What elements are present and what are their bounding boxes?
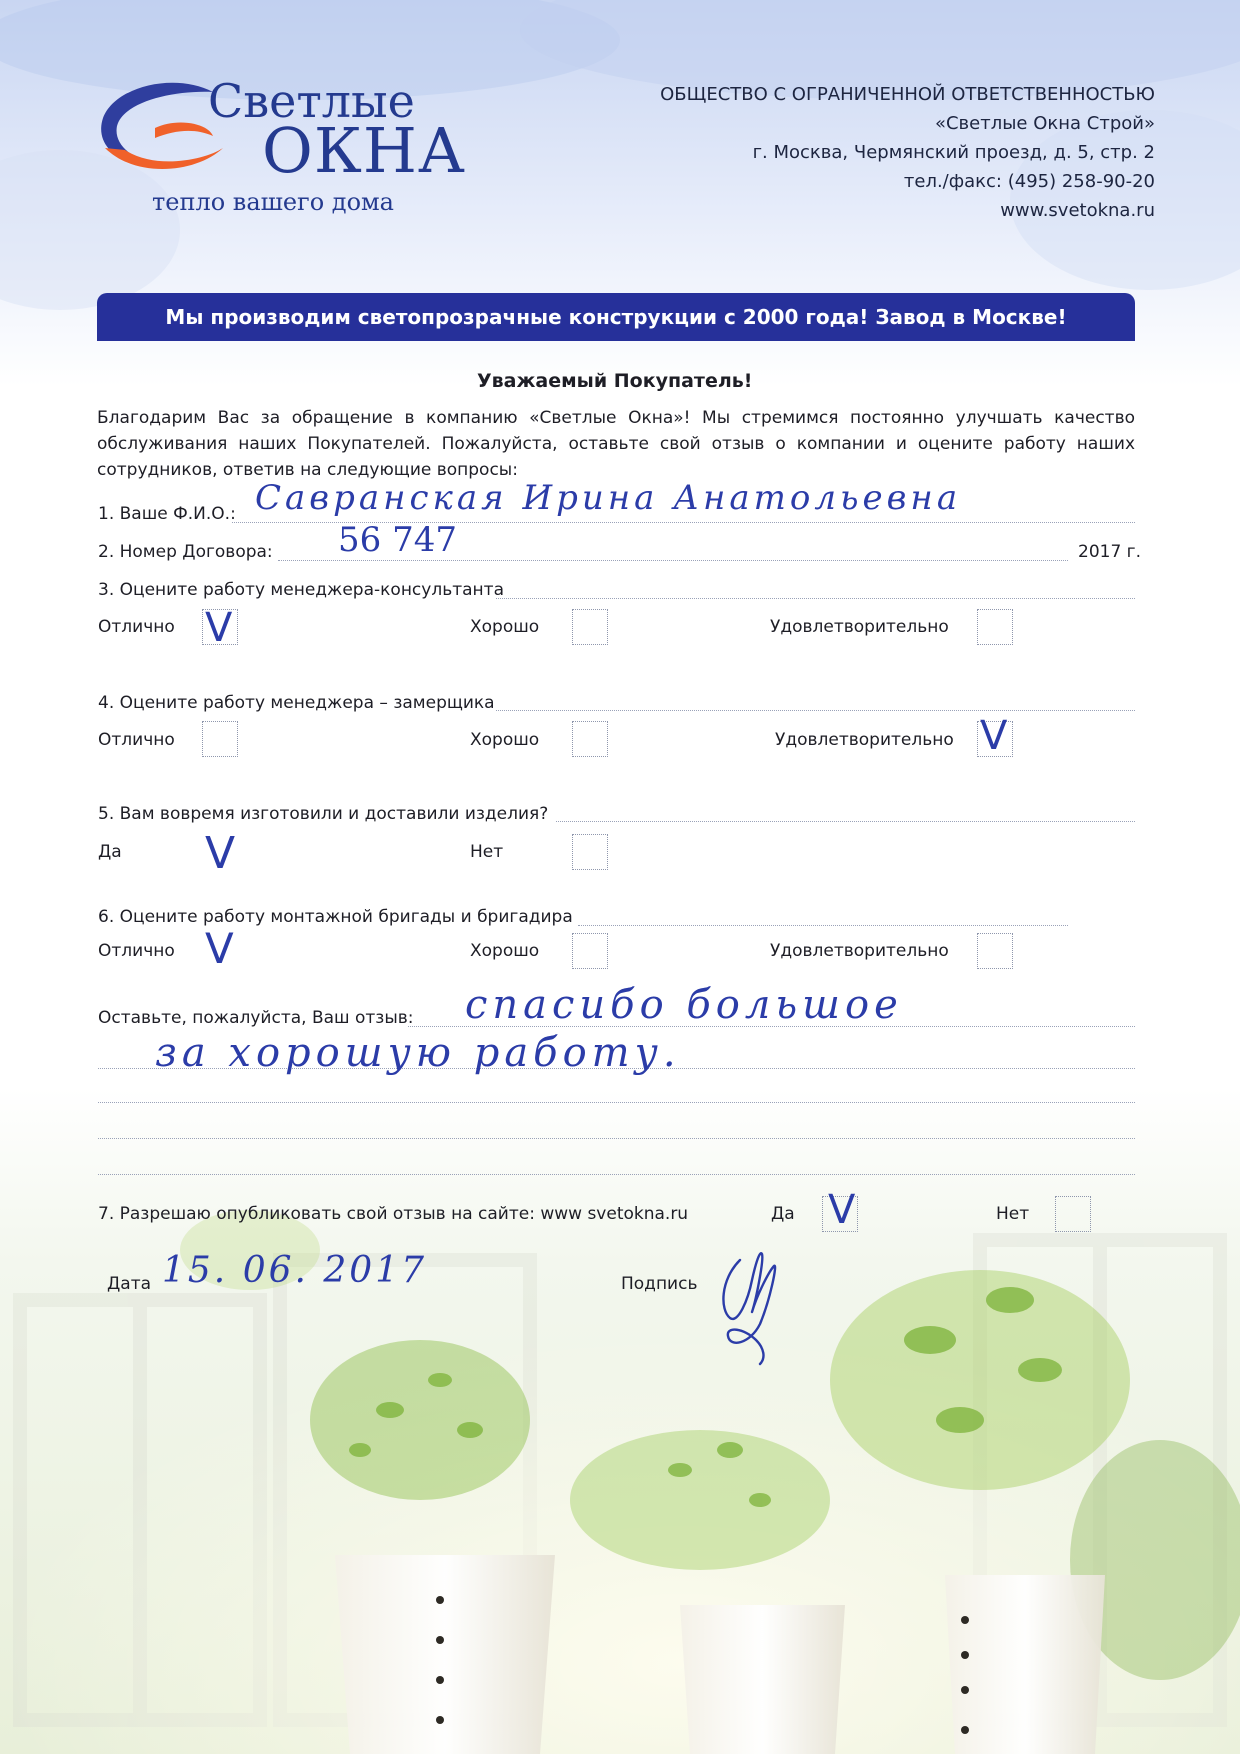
q5-no-checkbox[interactable] [572,834,608,870]
q7-option-no: Нет [996,1204,1030,1224]
q7-no-checkbox[interactable] [1055,1196,1091,1232]
q3-option-good: Хорошо [470,617,540,637]
review-line-3 [98,1102,1135,1103]
company-line3: г. Москва, Чермянский проезд, д. 5, стр. 2 [752,142,1155,163]
q5-yes-checkmark-icon: V [205,828,236,879]
q6-option-satisfactory: Удовлетворительно [770,941,949,961]
company-line2: «Светлые Окна Строй» [934,113,1155,134]
q6-option-excellent: Отлично [98,941,175,961]
q6-excellent-checkmark-icon: V [205,924,234,973]
q6-label: 6. Оцените работу монтажной бригады и бригадира [98,907,573,927]
signature-mark[interactable] [700,1240,790,1370]
logo-line1: Светлые [208,74,415,128]
q3-satisfactory-checkbox[interactable] [977,609,1013,645]
q7-option-yes: Да [771,1204,795,1224]
q6-good-checkbox[interactable] [572,933,608,969]
company-line4: тел./факс: (495) 258-90-20 [903,171,1155,192]
q5-option-no: Нет [470,842,504,862]
q2-answer[interactable]: 56 747 [338,520,457,560]
logo-tagline: тепло вашего дома [152,188,394,216]
q4-excellent-checkbox[interactable] [202,721,238,757]
q7-label: 7. Разрешаю опубликовать свой отзыв на сайте: www svetokna.ru [98,1204,689,1224]
company-line1: ОБЩЕСТВО С ОГРАНИЧЕННОЙ ОТВЕТСТВЕННОСТЬЮ [660,84,1155,105]
banner-text: Мы производим светопрозрачные конструкции с 2000 года! Завод в Москве! [165,305,1067,329]
q4-satisfactory-checkmark-icon: V [980,713,1008,759]
review-label: Оставьте, пожалуйста, Ваш отзыв: [98,1008,414,1028]
q3-good-checkbox[interactable] [572,609,608,645]
review-line-4 [98,1138,1135,1139]
company-header [660,80,1155,225]
q3-option-satisfactory: Удовлетворительно [770,617,949,637]
q2-year: 2017 г. [1078,542,1142,562]
q6-option-good: Хорошо [470,941,540,961]
q4-underline [496,710,1135,711]
greeting: Уважаемый Покупатель! [477,370,753,392]
q4-option-good: Хорошо [470,730,540,750]
q6-satisfactory-checkbox[interactable] [977,933,1013,969]
review-line-5 [98,1174,1135,1175]
slogan-banner [97,293,1135,341]
date-value[interactable]: 15. 06. 2017 [162,1250,428,1291]
q5-label: 5. Вам вовремя изготовили и доставили изделия? [98,804,549,824]
company-line5: www.svetokna.ru [1000,200,1155,221]
q3-option-excellent: Отлично [98,617,175,637]
q2-underline [278,560,1068,561]
q4-good-checkbox[interactable] [572,721,608,757]
q1-answer[interactable]: Савранская Ирина Анатольевна [255,478,962,518]
q4-option-excellent: Отлично [98,730,175,750]
signature-label: Подпись [621,1274,698,1294]
review-answer-line2[interactable]: за хорошую работу. [155,1030,681,1076]
q7-yes-checkmark-icon: V [828,1187,856,1233]
q2-label: 2. Номер Договора: [98,542,273,562]
logo-line2: ОКНА [262,114,466,187]
q4-label: 4. Оцените работу менеджера – замерщика [98,693,495,713]
q3-excellent-checkmark-icon: V [205,605,233,651]
q3-label: 3. Оцените работу менеджера-консультанта [98,580,504,600]
date-label: Дата [107,1274,152,1294]
intro-text: Благодарим Вас за обращение в компанию «Светлые Окна»! Мы стремимся постоянно улучшать качество обслуживания наших Покупателей. Пожалуйста, оставьте свой отзыв о компании и оцените работу наших сотрудников, ответив на следующие вопросы: [97,408,1135,480]
q5-option-yes: Да [98,842,122,862]
q1-label: 1. Ваше Ф.И.О.: [98,504,236,524]
review-answer-line1[interactable]: спасибо большое [465,982,903,1028]
q6-underline [578,925,1068,926]
q5-underline [556,821,1135,822]
q3-underline [496,598,1135,599]
q4-option-satisfactory: Удовлетворительно [775,730,954,750]
